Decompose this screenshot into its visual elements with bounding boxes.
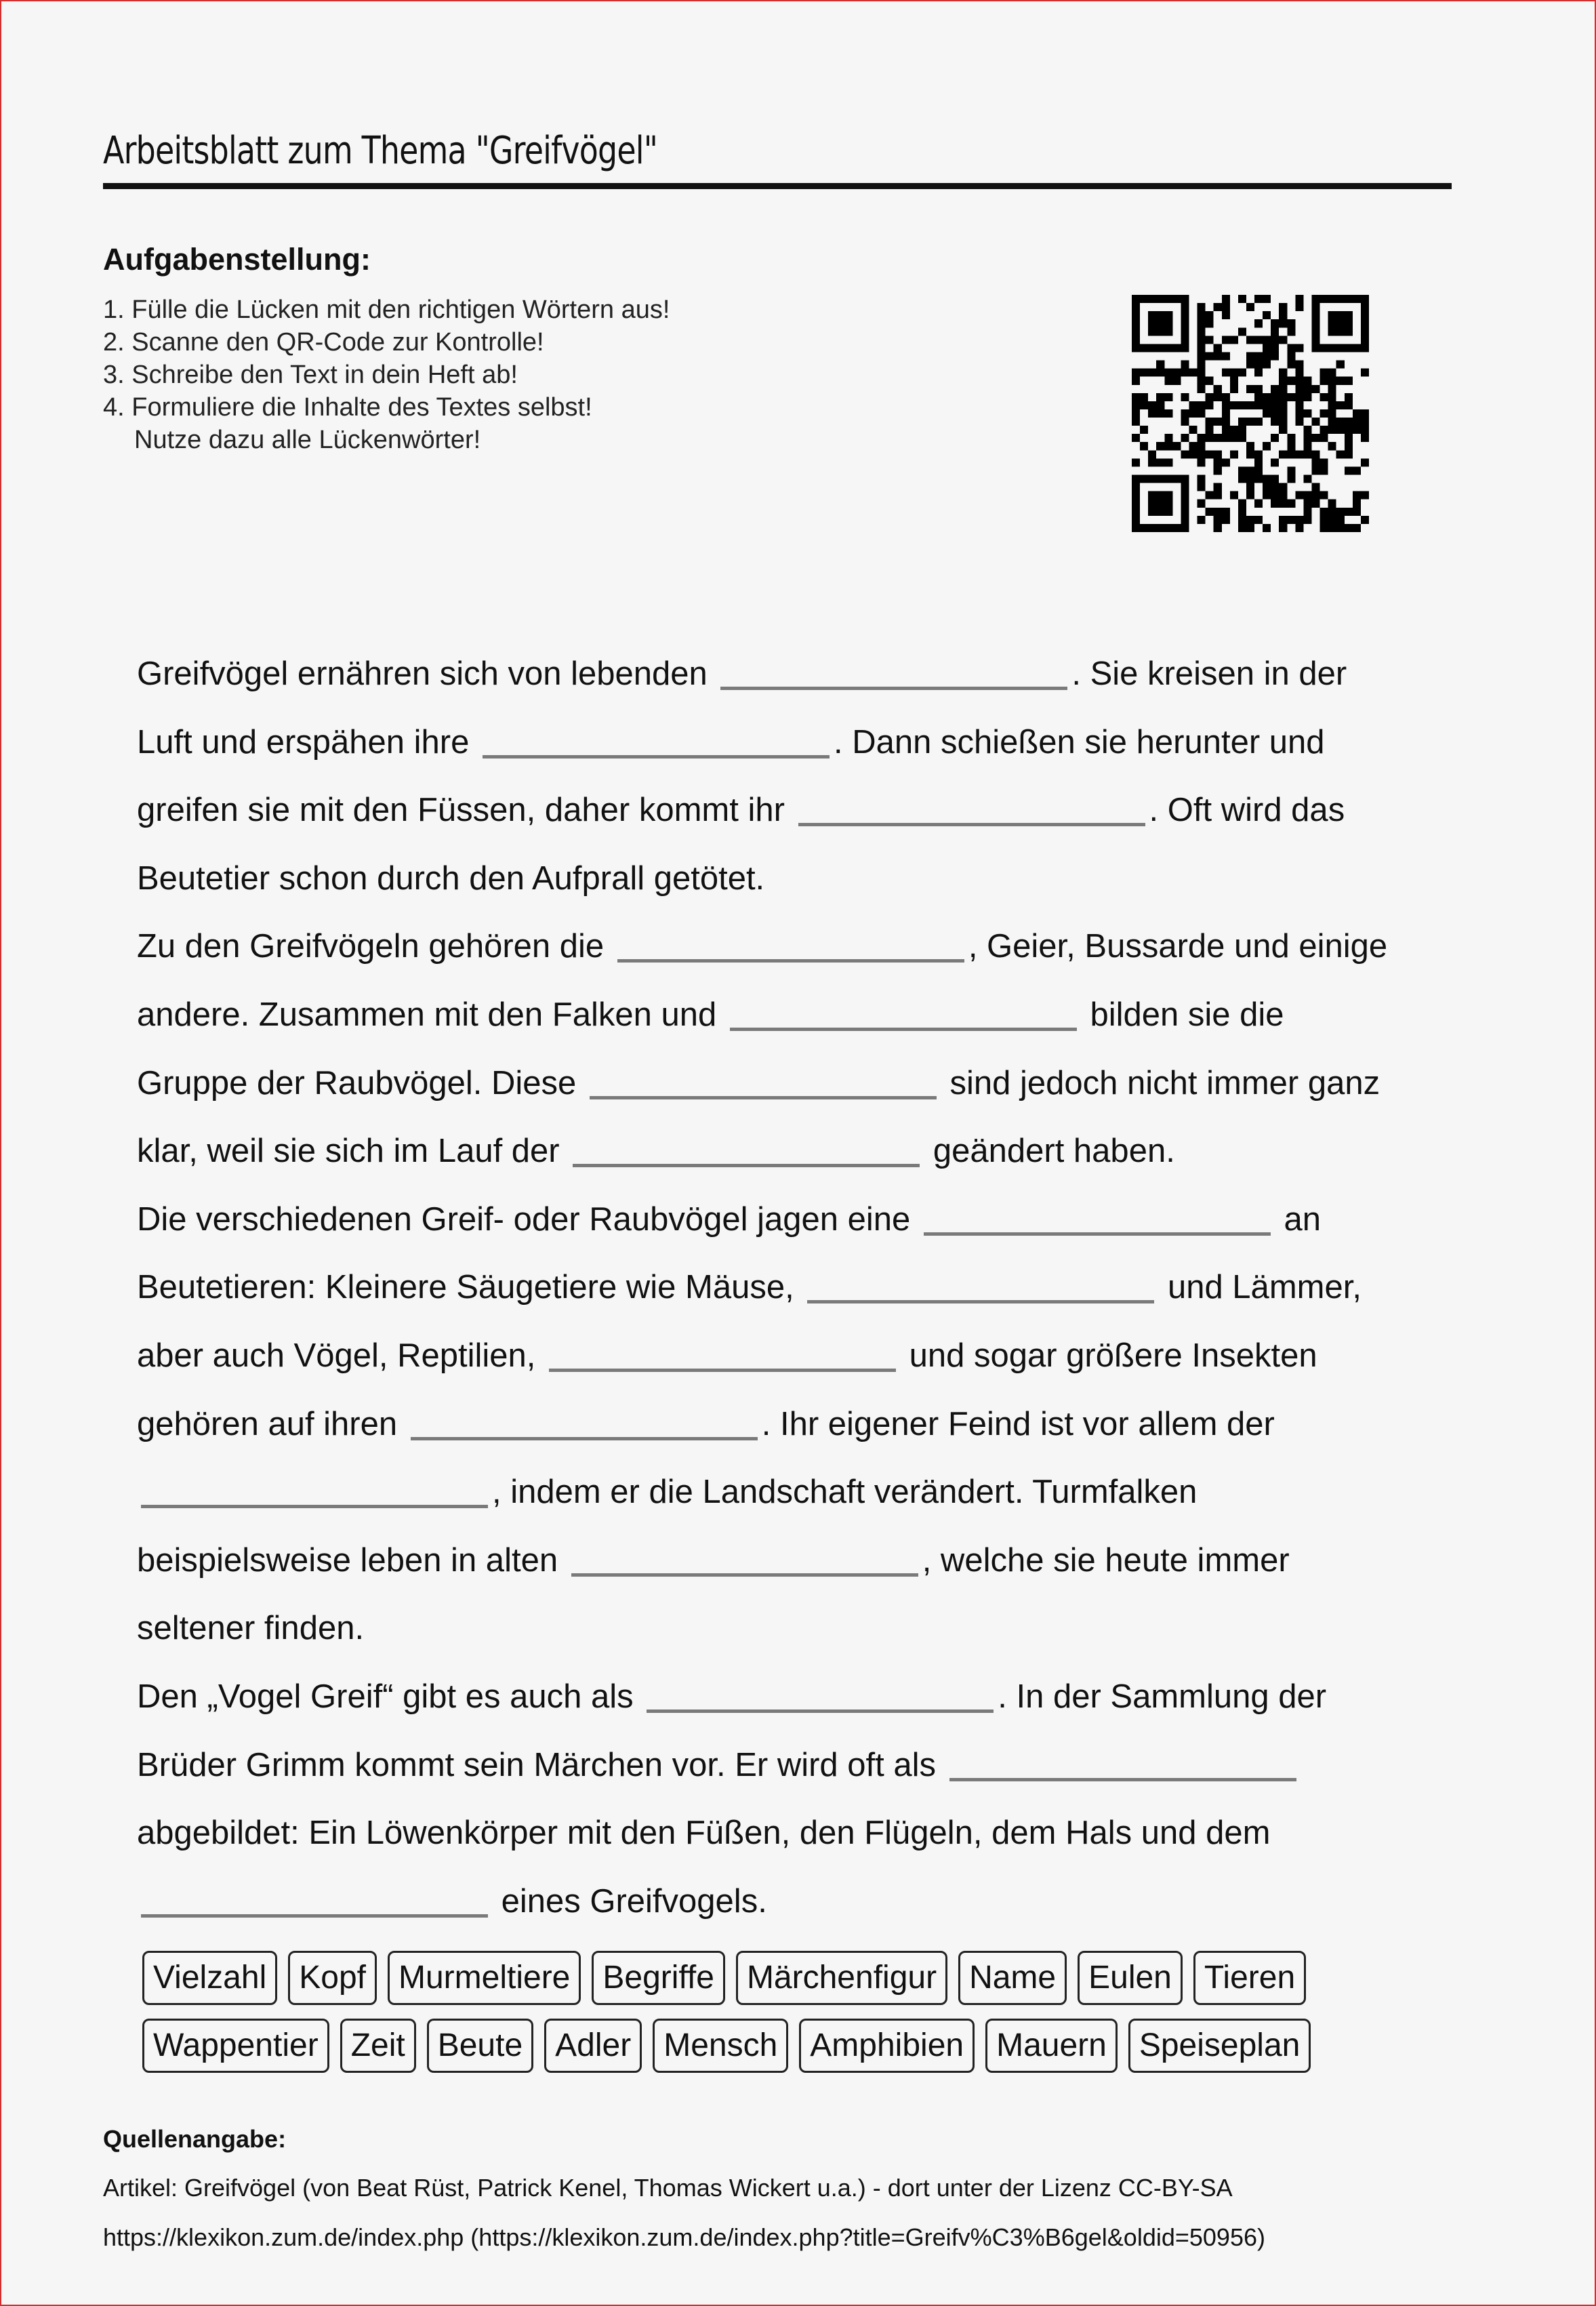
- cloze-line: [137, 1390, 1492, 1459]
- cloze-line: [137, 912, 1492, 981]
- cloze-text-segment: gehören auf ihren: [137, 1405, 398, 1442]
- cloze-text-segment: Beutetieren: Kleinere Säugetiere wie Mäuse,: [137, 1269, 794, 1306]
- cloze-line: [137, 1799, 1492, 1867]
- cloze-text-segment: . Ihr eigener Feind ist vor allem der: [761, 1405, 1275, 1442]
- title-underline: [103, 183, 1452, 189]
- word-chip[interactable]: Mauern: [985, 2019, 1118, 2073]
- cloze-line: [137, 1594, 1492, 1663]
- word-chip[interactable]: Eulen: [1078, 1951, 1183, 2005]
- cloze-text-segment: Den „Vogel Greif“ gibt es auch als: [137, 1678, 634, 1715]
- cloze-text-segment: geändert haben.: [924, 1133, 1175, 1170]
- blank-gap[interactable]: [141, 1914, 488, 1918]
- blank-gap[interactable]: [949, 1778, 1296, 1781]
- cloze-line: [137, 1867, 1492, 1936]
- qr-code-icon[interactable]: [1132, 295, 1369, 532]
- cloze-text-segment: Beutetier schon durch den Aufprall getötet.: [137, 859, 765, 897]
- task-heading: Aufgabenstellung:: [103, 242, 371, 277]
- cloze-text-segment: . Oft wird das: [1149, 792, 1345, 829]
- cloze-line: [137, 1117, 1492, 1186]
- cloze-text-segment: Die verschiedenen Greif- oder Raubvögel jagen eine: [137, 1200, 911, 1238]
- cloze-text-segment: , Geier, Bussarde und einige: [968, 928, 1388, 965]
- word-bank: [142, 1951, 1430, 2086]
- blank-gap[interactable]: [411, 1437, 758, 1440]
- task-item: Nutze dazu alle Lückenwörter!: [134, 426, 481, 454]
- task-item: 2. Scanne den QR-Code zur Kontrolle!: [103, 328, 544, 357]
- word-chip[interactable]: Beute: [427, 2019, 533, 2073]
- blank-gap[interactable]: [647, 1710, 994, 1713]
- cloze-line: [137, 1526, 1492, 1595]
- cloze-text-segment: Luft und erspähen ihre: [137, 723, 470, 761]
- page-title: Arbeitsblatt zum Thema "Greifvögel": [103, 129, 658, 173]
- word-chip[interactable]: Murmeltiere: [388, 1951, 581, 2005]
- blank-gap[interactable]: [798, 823, 1145, 826]
- source-heading: Quellenangabe:: [103, 2125, 287, 2153]
- cloze-line: [137, 708, 1492, 777]
- cloze-line: [137, 1731, 1492, 1800]
- blank-gap[interactable]: [590, 1096, 937, 1099]
- cloze-line: [137, 981, 1492, 1049]
- cloze-line: [137, 1186, 1492, 1254]
- task-item: 1. Fülle die Lücken mit den richtigen Wörtern aus!: [103, 296, 670, 324]
- word-chip[interactable]: Zeit: [340, 2019, 416, 2073]
- blank-gap[interactable]: [141, 1505, 488, 1508]
- cloze-text-segment: abgebildet: Ein Löwenkörper mit den Füßen, den Flügeln, dem Hals und dem: [137, 1815, 1271, 1852]
- cloze-text-segment: andere. Zusammen mit den Falken und: [137, 996, 717, 1033]
- cloze-line: [137, 845, 1492, 913]
- cloze-text-segment: . Sie kreisen in der: [1071, 655, 1347, 692]
- word-chip[interactable]: Name: [958, 1951, 1067, 2005]
- cloze-text-segment: an: [1274, 1200, 1322, 1238]
- cloze-line: [137, 640, 1492, 708]
- cloze-text-segment: Brüder Grimm kommt sein Märchen vor. Er wird oft als: [137, 1746, 937, 1783]
- cloze-text-segment: , welche sie heute immer: [922, 1541, 1290, 1579]
- source-line: Artikel: Greifvögel (von Beat Rüst, Patrick Kenel, Thomas Wickert u.a.) - dort unter der Lizenz CC-BY-SA: [103, 2174, 1233, 2202]
- cloze-line: [137, 1253, 1492, 1322]
- cloze-line: [137, 776, 1492, 845]
- word-chip[interactable]: Tieren: [1193, 1951, 1306, 2005]
- cloze-text-segment: , indem er die Landschaft verändert. Turmfalken: [492, 1474, 1198, 1511]
- blank-gap[interactable]: [549, 1369, 896, 1372]
- cloze-text-segment: und Lämmer,: [1158, 1269, 1362, 1306]
- blank-gap[interactable]: [483, 755, 830, 758]
- cloze-text: [137, 640, 1492, 1935]
- word-chip[interactable]: Speiseplan: [1128, 2019, 1311, 2073]
- cloze-text-segment: Gruppe der Raubvögel. Diese: [137, 1064, 577, 1101]
- word-bank-row: [142, 2019, 1430, 2073]
- cloze-text-segment: greifen sie mit den Füssen, daher kommt ihr: [137, 792, 785, 829]
- cloze-text-segment: . In der Sammlung der: [998, 1678, 1327, 1715]
- word-chip[interactable]: Vielzahl: [142, 1951, 277, 2005]
- cloze-text-segment: klar, weil sie sich im Lauf der: [137, 1133, 560, 1170]
- cloze-line: [137, 1458, 1492, 1526]
- blank-gap[interactable]: [573, 1164, 920, 1167]
- cloze-text-segment: beispielsweise leben in alten: [137, 1541, 558, 1579]
- word-bank-row: [142, 1951, 1430, 2005]
- word-chip[interactable]: Begriffe: [592, 1951, 725, 2005]
- cloze-text-segment: Zu den Greifvögeln gehören die: [137, 928, 605, 965]
- word-chip[interactable]: Kopf: [288, 1951, 377, 2005]
- cloze-text-segment: seltener finden.: [137, 1610, 365, 1647]
- source-link[interactable]: https://klexikon.zum.de/index.php (https://klexikon.zum.de/index.php?title=Greifv%C3%B6gel&oldid=50956): [103, 2223, 1265, 2251]
- cloze-line: [137, 1322, 1492, 1390]
- word-chip[interactable]: Adler: [544, 2019, 642, 2073]
- blank-gap[interactable]: [617, 959, 964, 963]
- cloze-text-segment: sind jedoch nicht immer ganz: [940, 1064, 1380, 1101]
- word-chip[interactable]: Märchenfigur: [736, 1951, 947, 2005]
- word-chip[interactable]: Mensch: [653, 2019, 788, 2073]
- blank-gap[interactable]: [730, 1028, 1077, 1031]
- cloze-text-segment: bilden sie die: [1080, 996, 1284, 1033]
- blank-gap[interactable]: [571, 1573, 918, 1577]
- cloze-text-segment: Greifvögel ernähren sich von lebenden: [137, 655, 708, 692]
- blank-gap[interactable]: [720, 687, 1067, 690]
- cloze-line: [137, 1663, 1492, 1731]
- cloze-text-segment: eines Greifvogels.: [492, 1882, 767, 1920]
- cloze-text-segment: aber auch Vögel, Reptilien,: [137, 1337, 536, 1374]
- cloze-text-segment: und sogar größere Insekten: [900, 1337, 1317, 1374]
- word-chip[interactable]: Wappentier: [142, 2019, 329, 2073]
- cloze-line: [137, 1049, 1492, 1118]
- blank-gap[interactable]: [807, 1300, 1154, 1303]
- task-item: 4. Formuliere die Inhalte des Textes selbst!: [103, 393, 592, 422]
- task-item: 3. Schreibe den Text in dein Heft ab!: [103, 361, 518, 389]
- word-chip[interactable]: Amphibien: [799, 2019, 975, 2073]
- task-list: [103, 294, 670, 456]
- blank-gap[interactable]: [924, 1232, 1271, 1236]
- cloze-text-segment: . Dann schießen sie herunter und: [833, 723, 1325, 761]
